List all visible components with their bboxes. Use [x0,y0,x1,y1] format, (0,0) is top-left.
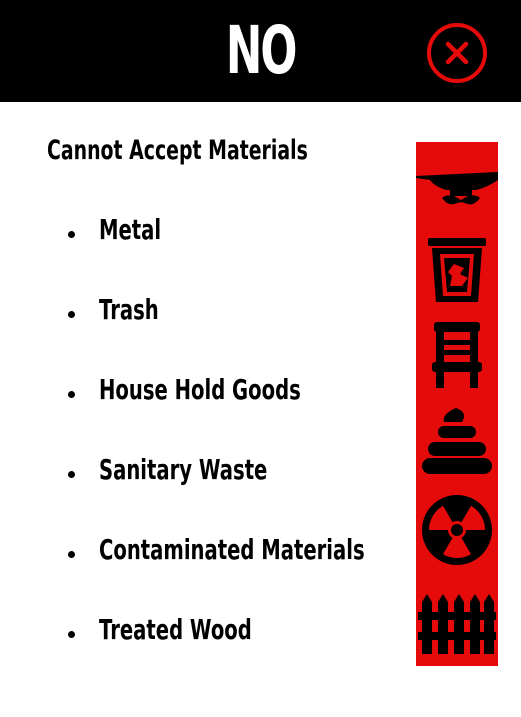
bullet-icon [68,311,75,318]
anvil-icon [416,154,498,214]
trash-can-icon [416,236,498,304]
header-bar [0,0,521,102]
prohibited-icons-strip [416,142,498,666]
section-title: Cannot Accept Materials [47,135,308,166]
bullet-icon [68,391,75,398]
fence-icon [416,592,498,654]
page-title: NO [225,12,296,89]
close-button[interactable] [426,22,488,84]
list-item-label: Trash [99,293,159,326]
poop-icon [416,402,498,474]
bullet-icon [68,631,75,638]
radiation-icon [416,492,498,568]
bullet-icon [68,471,75,478]
list-item-label: House Hold Goods [99,373,301,406]
list-item-label: Sanitary Waste [99,453,268,486]
bullet-icon [68,551,75,558]
chair-icon [416,318,498,388]
bullet-icon [68,231,75,238]
list-item-label: Treated Wood [99,613,252,646]
list-item-label: Contaminated Materials [99,533,365,566]
close-icon [426,22,488,84]
list-item-label: Metal [99,213,162,246]
